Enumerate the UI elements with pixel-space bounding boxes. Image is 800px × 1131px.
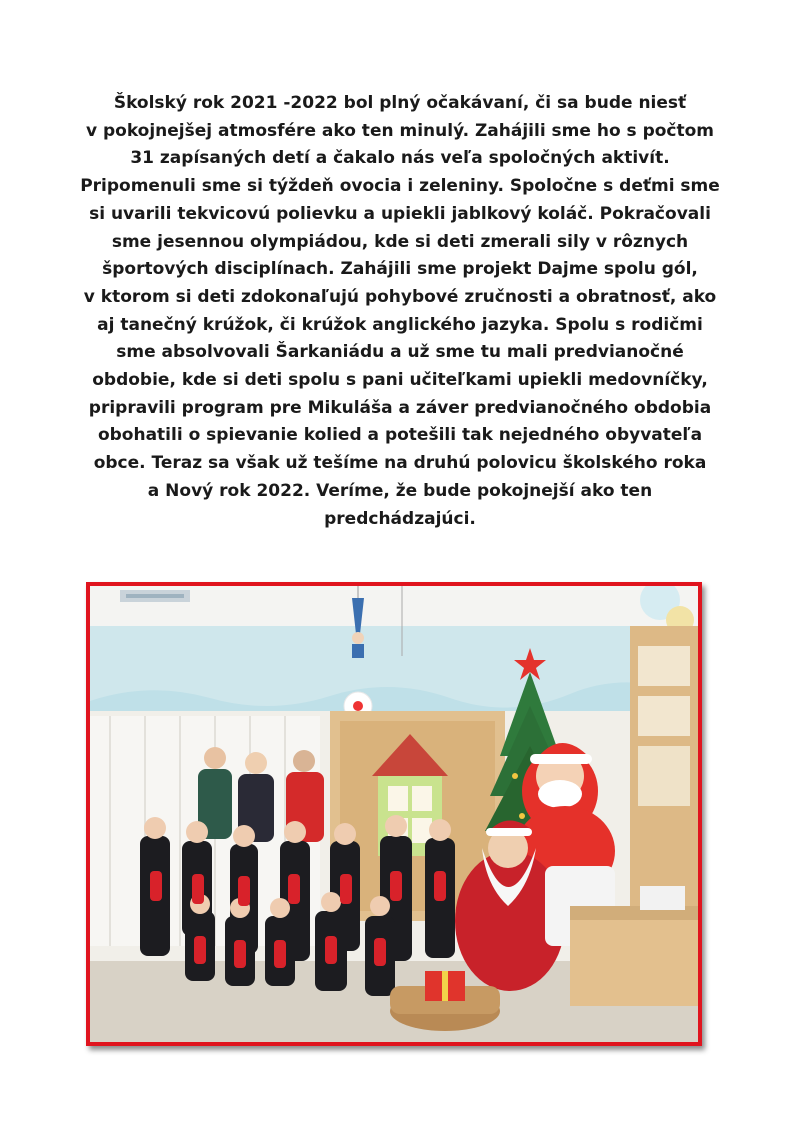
article-line: predchádzajúci.	[324, 508, 476, 529]
article-line: sme jesennou olympiádou, kde si deti zmerali sily v rôznych	[111, 231, 689, 252]
article-line: obohatili o spievanie kolied a potešili tak nejedného obyvateľa	[97, 425, 703, 446]
article-line: pripravili program pre Mikuláša a záver predvianočného obdobia	[88, 397, 712, 418]
class-photo	[86, 582, 702, 1046]
article-line: 31 zapísaných detí a čakalo nás veľa spoločných aktivít.	[130, 148, 670, 169]
article-line: a Nový rok 2022. Veríme, že bude pokojnejší ako ten	[147, 480, 653, 501]
article-line: obdobie, kde si deti spolu s pani učiteľkami upiekli medovníčky,	[92, 370, 708, 391]
article-line: sme absolvovali Šarkaniádu a už sme tu mali predvianočné	[116, 342, 684, 363]
article-line: Pripomenuli sme si týždeň ovocia i zeleniny. Spoločne s deťmi sme	[80, 176, 720, 197]
article-line: v pokojnejšej atmosfére ako ten minulý. Zahájili sme ho s počtom	[85, 120, 715, 141]
article-line: si uvarili tekvicovú polievku a upiekli jablkový koláč. Pokračovali	[89, 203, 711, 224]
article-line: v ktorom si deti zdokonaľujú pohybové zručnosti a obratnosť, ako	[83, 286, 717, 307]
article-line: športových disciplínach. Zahájili sme projekt Dajme spolu gól,	[102, 259, 698, 280]
article-line: obce. Teraz sa však už tešíme na druhú polovicu školského roka	[93, 453, 707, 474]
article-line: Školský rok 2021 -2022 bol plný očakávaní, či sa bude niesť	[113, 93, 687, 113]
article-line: aj tanečný krúžok, či krúžok anglického jazyka. Spolu s rodičmi	[97, 314, 703, 335]
class-photo-illustration	[90, 586, 698, 1042]
article-text	[70, 90, 730, 533]
